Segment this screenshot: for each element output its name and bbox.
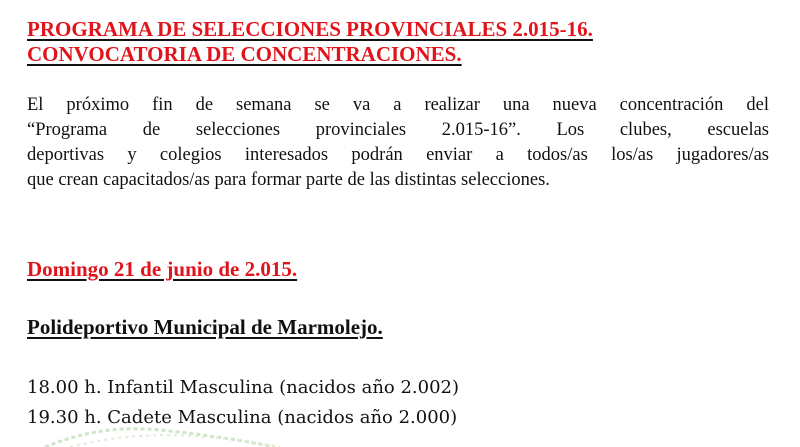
intro-line: que crean capacitados/as para formar parte de las distintas selecciones. bbox=[27, 170, 550, 190]
decorative-swirl bbox=[40, 420, 280, 447]
document-title-line-2: CONVOCATORIA DE CONCENTRACIONES. bbox=[27, 42, 462, 66]
intro-line: “Programa de selecciones provinciales 2.015-16”. Los clubes, escuelas bbox=[27, 120, 769, 140]
schedule-item: 19.30 h. Cadete Masculina (nacidos año 2.000) bbox=[27, 407, 458, 428]
intro-line: deportivas y colegios interesados podrán enviar a todos/as los/as jugadores/as bbox=[27, 145, 769, 165]
venue-heading: Polideportivo Municipal de Marmolejo. bbox=[27, 315, 383, 339]
document-title-line-1: PROGRAMA DE SELECCIONES PROVINCIALES 2.015-16. bbox=[27, 17, 593, 41]
intro-line: El próximo fin de semana se va a realizar una nueva concentración del bbox=[27, 95, 769, 115]
date-heading: Domingo 21 de junio de 2.015. bbox=[27, 257, 298, 281]
intro-paragraph bbox=[27, 93, 769, 193]
schedule-item: 18.00 h. Infantil Masculina (nacidos año 2.002) bbox=[27, 377, 460, 398]
